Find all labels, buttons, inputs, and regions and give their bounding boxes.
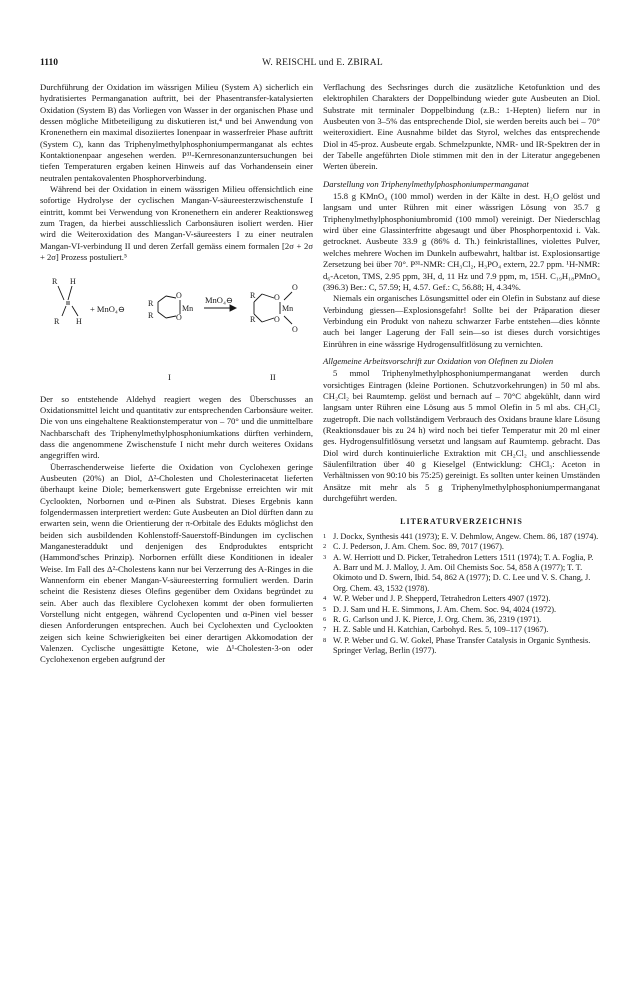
svg-text:O: O bbox=[292, 282, 298, 292]
reference-item: 3 A. W. Herriott und D. Picker, Tetrahedron Letters 1511 (1974); T. A. Foglia, P. A. Barr und M. J. Malloy, J. Am. Oil Chemists Soc. 54, 858 A (1977); T. T. Okimoto und D. Swern, Ibid. 54, 862 A (1977); D. C. Lee und V. S. Chang, J. Org. Chem. 43, 1532 (1978). bbox=[323, 552, 594, 593]
section-title-general-procedure: Allgemeine Arbeitsvorschrift zur Oxidation von Olefinen zu Diolen bbox=[323, 355, 554, 366]
reference-item: 4 W. P. Weber und J. P. Shepperd, Tetrahedron Letters 4907 (1972). bbox=[323, 594, 551, 604]
reaction-scheme-drawing bbox=[40, 268, 313, 388]
svg-text:R: R bbox=[250, 290, 256, 300]
running-head bbox=[40, 58, 605, 72]
svg-text:H: H bbox=[76, 316, 82, 326]
reference-item: 7 H. Z. Sable und H. Katchian, Carbohyd. Res. 5, 109–117 (1967). bbox=[323, 625, 549, 635]
scheme-label-I: I bbox=[168, 371, 171, 382]
svg-text:O: O bbox=[176, 312, 182, 322]
left-column bbox=[40, 82, 313, 666]
reference-item: 1 J. Dockx, Synthesis 441 (1973); E. V. Dehmlow, Angew. Chem. 86, 187 (1974). bbox=[323, 531, 599, 541]
svg-text:R: R bbox=[250, 314, 256, 324]
reference-item: 8 W. P. Weber und G. W. Gokel, Phase Transfer Catalysis in Organic Synthesis. Springer Verlag, Berlin (1977). bbox=[323, 635, 591, 656]
experimental-text: 15.8 g KMnO₄ (100 mmol) werden in der Kälte in dest. H₂O gelöst und langsam und unter Rühren mit einer wässrigen Lösung von 35.7 g Triphenylmethylphosphoniumbromid (100 mmol) vereinigt. Der Niederschlag wird über eine Glassinterfritte abgesaugt und über Phosphorpentoxid i. Vak. getrocknet. Ausbeute 33.9 g (86% d. Th.) feinkristallines, violettes Pulver, welches mehrere Wochen im Dunkeln aufbewahrt, haltbar ist. Explosionsartige Zersetzung bei über 70°. P³¹-NMR: CH₃Cl₂, H₃PO₄ extern, 22.7 ppm. ¹H-NMR: d₆-Aceton, TMS, 2.95 ppm, 3H, d, 11 Hz und 7.9 ppm, m, 15H. C₁₉H₁₈PMnO₄ (396.3) Ber.: C, 57.59; H, 4.57. Gef.: C, 56.88; H, 4.34%. bbox=[323, 191, 600, 292]
paragraph: Durchführung der Oxidation im wässrigen Milieu (System A) sicherlich ein hydratisiertes Permanganation auftritt, bei der Phasentransfer-katalysierten Oxidation (System B) das Vorliegen von Wasser in der organischen Phase und dessen mögliche Mitbeteiligung zu diskutieren ist,⁴ und bei Anwendung von Kronenethern ein maximal disoziiertes Ionenpaar in wasserfreier Phase auftritt (System C), kann das Triphenylmethylphosphoniumpermanganat als echtes Kontaktionenpaar angesehen werden. P³¹-Kernresonanzuntersuchungen bei tiefen Temperaturen ergaben keinen Hinweis auf das Vorhandensein einer neutralen pentakovalenten Phosphorverbindung. bbox=[40, 82, 313, 183]
svg-text:H: H bbox=[70, 276, 76, 286]
section-title-preparation: Darstellung von Triphenylmethylphosphoniumpermanganat bbox=[323, 178, 529, 189]
scheme-reagent-1: + MnO₄⊖ bbox=[90, 303, 125, 314]
svg-text:R: R bbox=[148, 310, 154, 320]
right-column bbox=[323, 82, 600, 657]
reference-item: 2 C. J. Pederson, J. Am. Chem. Soc. 89, 7017 (1967). bbox=[323, 542, 505, 552]
page-number: 1110 bbox=[40, 58, 58, 68]
safety-warning: Niemals ein organisches Lösungsmittel oder ein Olefin in Substanz auf diese Verbindung giessen—Explosionsgefahr! Sollte bei der Präparation dieser Verbindung ein Produkt von nahezu schwarzer Farbe entstehen—dies könnte auch bei langer Lagerung der Fall sein—so ist dieses durch vorsichtiges Einrühren in eine wässrige Hydrogensulfitlösung zu vernichten. bbox=[323, 293, 600, 349]
paragraph: Der so entstehende Aldehyd reagiert wegen des Überschusses an Oxidationsmittel leicht und quantitativ zur entsprechenden Carbonsäure weiter. Die von uns eingehaltene Reaktionstemperatur von – 70° und die unmittelbare Nachbarschaft des Triphenylmethylphosphoniumkations dürften verhindern, dass die angenommene Zwischenstufe I nicht mehr durch weiteres Oxidans angegriffen wird. bbox=[40, 393, 313, 461]
svg-text:O: O bbox=[292, 324, 298, 334]
scheme-label-II: II bbox=[270, 371, 276, 382]
svg-text:Mn: Mn bbox=[182, 303, 194, 313]
svg-text:O: O bbox=[176, 290, 182, 300]
svg-text:R: R bbox=[52, 276, 58, 286]
svg-text:O: O bbox=[274, 314, 280, 324]
reference-item: 6 R. G. Carlson und J. K. Pierce, J. Org. Chem. 36, 2319 (1971). bbox=[323, 614, 542, 624]
reaction-scheme bbox=[40, 268, 313, 388]
scheme-reagent-2: MnO₄⊖ bbox=[205, 294, 234, 305]
reference-item: 5 D. J. Sam und H. E. Simmons, J. Am. Chem. Soc. 94, 4024 (1972). bbox=[323, 604, 557, 614]
svg-text:R: R bbox=[54, 316, 60, 326]
reference-list bbox=[323, 532, 600, 657]
experimental-text: 5 mmol Triphenylmethylphosphoniumpermanganat werden durch vorsichtiges Eintragen (kleine Portionen. Schutzvorkehrungen) in 50 ml abs. CH₂Cl₂ bei Raumtemp. gelöst und bernach auf – 70°C abgekühlt, dann wird langsam unter Rühren eine Lösung aus 5 mmol Olefin in 5 ml abs. CH₂Cl₂ zugetropft. Die nach vollständigem Verbrauch des Oxidans braune klare Lösung (Reaktionsdauer bis zu 24 h) wird noch bei tiefer Temperatur mit 20 ml einer ges. Hydrogensulfitlösung versetzt und langsam auf Raumtemp. gebracht. Das Diol wird durch kontinuierliche Extraktion mit CH₂Cl₂ und anschliessende Säulenfiltration über 40 g Kieselgel (Entwicklung: CHCl₃: Aceton in Verhältnissen von 90:10 bis 75:25) gereinigt. Es sollten unter keinen Umständen Ansätze mit mehr als 5 g Triphenylmethylphosphoniumpermanganat durchgeführt werden. bbox=[323, 368, 600, 504]
paragraph: Überraschenderweise lieferte die Oxidation von Cyclohexen geringe Ausbeuten (20%) an Diol, Δ²-Cholesten und Cholesterinacetat lieferten überhaupt keine Diole; bemerkenswert gute Ergebnisse erreichten wir mit Cyclookten, Norbornen und α-Pinen als Substrat. Dieses Ergebnis kann folgendermassen interpretiert werden: Gute Ausbeuten an Diol dürften dann zu erwarten sein, wenn die Orientierung der π-Orbitale des Edukts möglichst den beiden sich ausbildenden Kohlenstoff-Sauerstoff-Bindungen im cyclischen Manganesteraddukt und denjenigen des Endproduktes entspricht (Hammond'sches Prinzip). Norbornen erfüllt diese Konditionen in idealer Weise. Im Fall des Δ²-Cholestens kann nur bei Verzerrung des A-Ringes in die Wannenform ein ebener Mangan-V-säureesterring formuliert werden. Darin scheint die Resistenz dieses Olefins gegenüber dem Oxidans begründet zu sein. Aber auch das flexiblere Cyclohexen kommt der oben formulierten Vorstellung nicht entgegen, während Cyclopenten und α-Pinen viel besser diesen Anforderungen entsprechen. Auch bei Cyclohexten und Cyclookten zeigen sich keine Schwierigkeiten bei einer derartigen Akkomodation der Valenzen. Cyclische ungesättigte Ketone, wie Δ¹-Cholesten-3-on oder Cyclohexenon ergeben aufgrund der bbox=[40, 461, 313, 665]
paragraph: Während bei der Oxidation in einem wässrigen Milieu offensichtlich eine sofortige Hydrolyse der cyclischen Mangan-V-säureesterzwischenstufe I eintritt, kommt bei Verwendung von Kronenethern ein anderer Reaktionsweg zum Tragen, da hierbei ausschliesslich Carbonsäuren isoliert werden. Hier wird die Weiteroxidation des Mangan-V-säureesters I zu einer neutralen Mangan-VI-verbindung II und deren Zerfall gemäss einem formalen [2σ + 2σ + 2σ] Prozess postuliert.⁵ bbox=[40, 184, 313, 263]
svg-text:Mn: Mn bbox=[282, 303, 294, 313]
references-title: LITERATURVERZEICHNIS bbox=[400, 517, 523, 527]
svg-text:O: O bbox=[274, 292, 280, 302]
svg-text:R: R bbox=[148, 298, 154, 308]
running-head-authors: W. REISCHL und E. ZBIRAL bbox=[262, 58, 383, 68]
paragraph: Verflachung des Sechsringes durch die zusätzliche Ketofunktion und des elektrophilen Charakters der Doppelbindung wieder gute Ausbeuten an Diol. Substrate mit terminaler Doppelbindung (z.B.: 1-Hepten) liefern nur in Ausbeuten von 3–5% das entsprechende Diol, sie werden bereits auch bei – 70° weiteroxidiert. Eine Ausnahme bildet das Styrol, welches das entsprechende Diol in 45-proz. Ausbeute ergab. Schmelzpunkte, NMR- und IR-Spektren der in der Tabelle angeführten Diole stimmen mit den in der Literatur angegebenen Werten überein. bbox=[323, 82, 600, 172]
